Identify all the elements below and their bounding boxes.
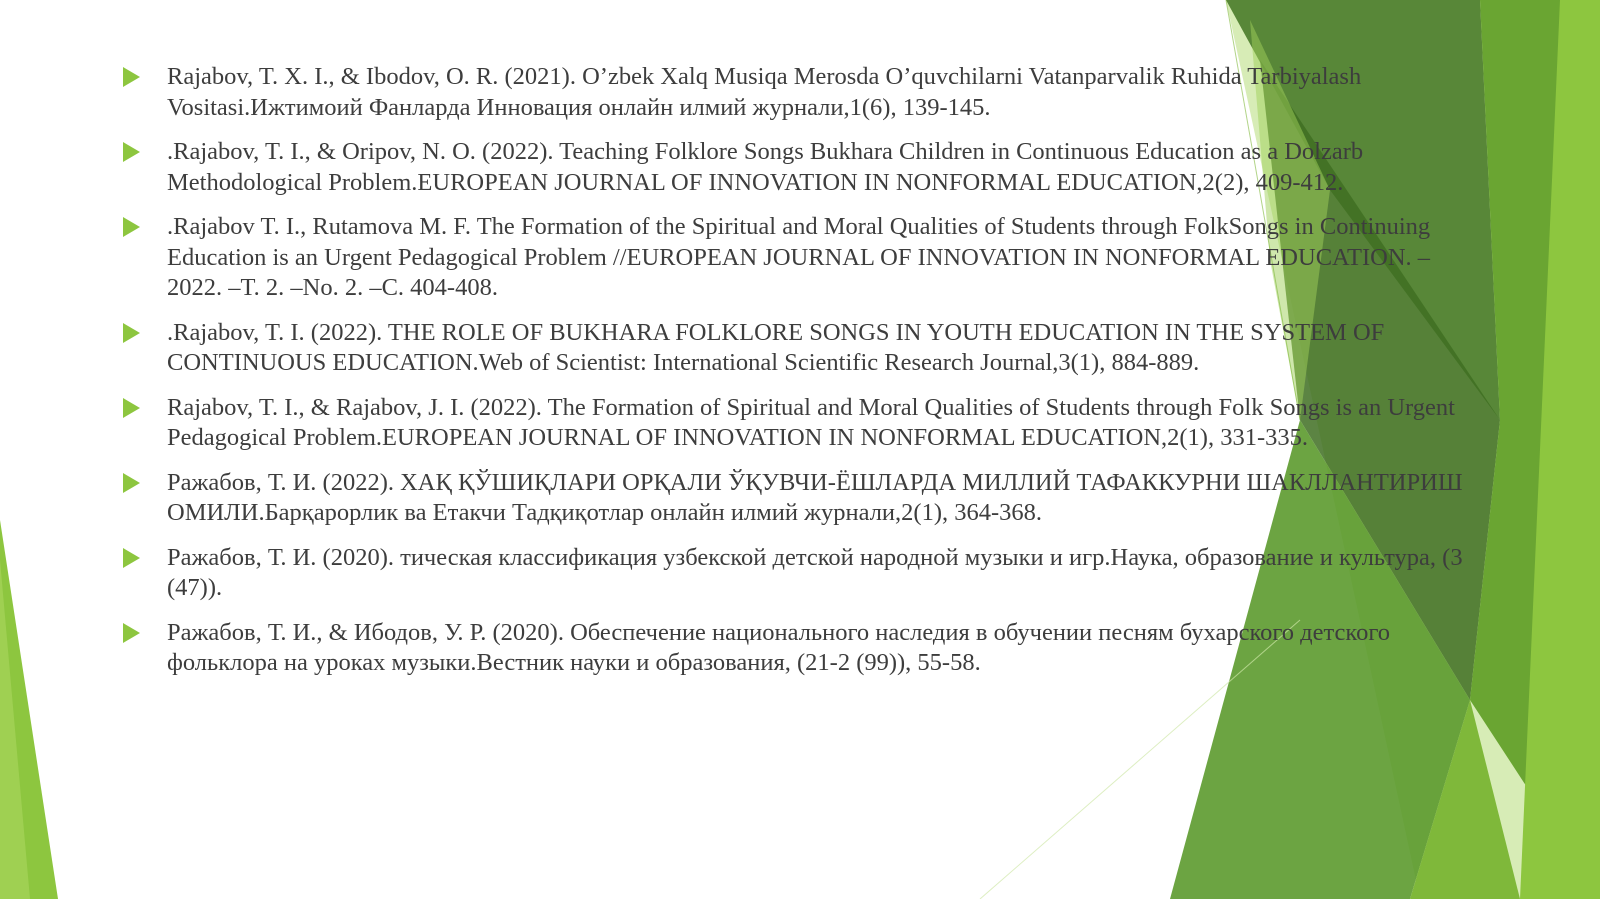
triangle-right-icon [123,323,140,343]
list-item [118,468,1478,529]
reference-text: Rajabov, T. I., & Rajabov, J. I. (2022). The Formation of Spiritual and Moral Qualities of Students through Folk Songs is an Urgent Pedagogical Problem.EUROPEAN JOURNAL OF INNOVATION IN NONFORMAL EDUCATION,2(1), 331-335. [167,393,1455,451]
triangle-right-icon [123,473,140,493]
triangle-right-icon [123,217,140,237]
reference-text: Rajabov, T. X. I., & Ibodov, O. R. (2021). O’zbek Xalq Musiqa Merosda O’quvchilarni Vatanparvalik Ruhida Tarbiyalash Vositasi.Ижтимоий Фанларда Инновация онлайн илмий журнали,1(6), 139-145. [167,63,1362,121]
list-item [118,543,1478,604]
reference-text: Ражабов, Т. И. (2020). тическая классификация узбекской детской народной музыки и игр.Наука, образование и культура, (3 (47)). [167,543,1463,601]
list-item [118,137,1478,198]
list-item [118,318,1478,379]
triangle-right-icon [123,142,140,162]
list-item [118,618,1478,679]
triangle-right-icon [123,398,140,418]
reference-text: Ражабов, Т. И. (2022). ХАҚ ҚЎШИҚЛАРИ ОРҚАЛИ ЎҚУВЧИ-ЁШЛАРДА МИЛЛИЙ ТАФАККУРНИ ШАКЛЛАНТИРИШ ОМИЛИ.Барқарорлик ва Етакчи Тадқиқотлар онлайн илмий журнали,2(1), 364-368. [167,468,1463,526]
reference-text: Ражабов, Т. И., & Ибодов, У. Р. (2020). Обеспечение национального наследия в обучении песням бухарского детского фольклора на уроках музыки.Вестник науки и образования, (21-2 (99)), 55-58. [167,618,1391,676]
triangle-right-icon [123,623,140,643]
list-item [118,393,1478,454]
list-item [118,212,1478,304]
reference-text: .Rajabov T. I., Rutamova M. F. The Formation of the Spiritual and Moral Qualities of Students through FolkSongs in Continuing Education is an Urgent Pedagogical Problem //EUROPEAN JOURNAL OF INNOVATION IN NONFORMAL EDUCATION. –2022. –T. 2. –No. 2. –С. 404-408. [167,213,1431,301]
reference-text: .Rajabov, T. I., & Oripov, N. O. (2022). Teaching Folklore Songs Bukhara Children in Continuous Education as a Dolzarb Methodological Problem.EUROPEAN JOURNAL OF INNOVATION IN NONFORMAL EDUCATION,2(2), 409-412. [167,138,1364,196]
list-item [118,62,1478,123]
triangle-right-icon [123,548,140,568]
references-list [118,62,1478,679]
reference-text: .Rajabov, T. I. (2022). THE ROLE OF BUKHARA FOLKLORE SONGS IN YOUTH EDUCATION IN THE SYSTEM OF CONTINUOUS EDUCATION.Web of Scientist: International Scientific Research Journal,3(1), 884-889. [167,318,1385,376]
references-content [118,62,1478,693]
triangle-right-icon [123,67,140,87]
